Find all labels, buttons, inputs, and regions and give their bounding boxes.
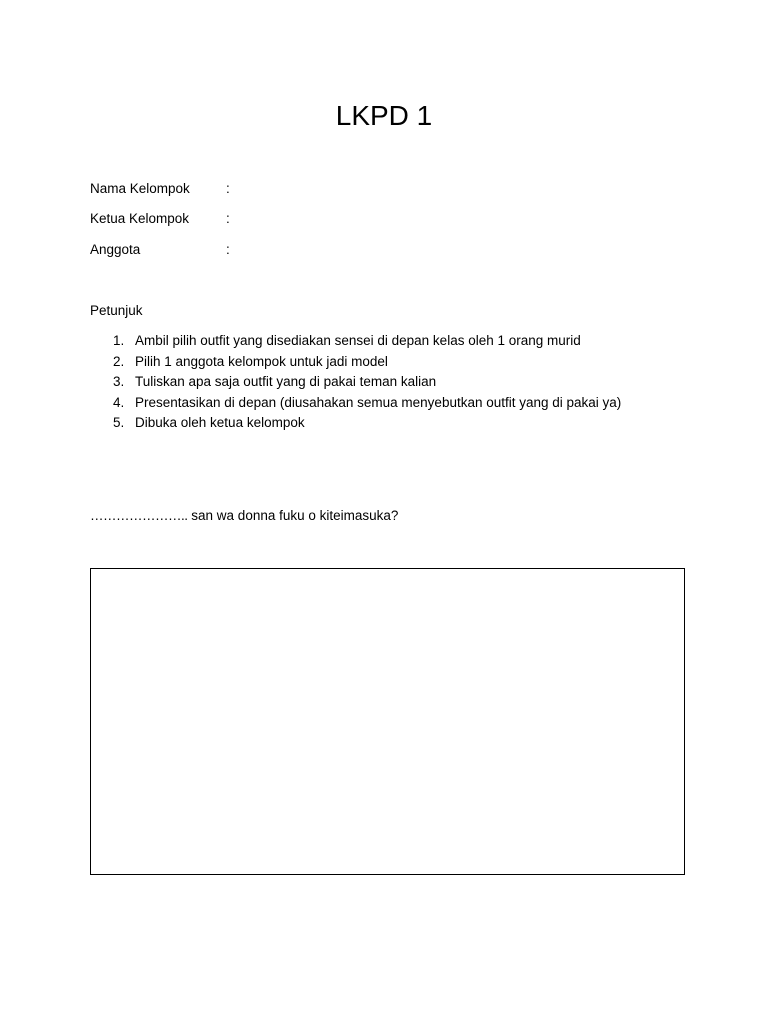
list-item bbox=[90, 414, 730, 435]
list-item-number: 4. bbox=[113, 394, 125, 410]
list-item bbox=[90, 373, 730, 394]
list-item-number: 3. bbox=[113, 374, 125, 389]
field-anggota bbox=[90, 241, 390, 259]
instructions-list bbox=[90, 332, 730, 435]
field-ketua-kelompok bbox=[90, 210, 390, 228]
instructions-heading: Petunjuk bbox=[90, 303, 143, 318]
page-title: LKPD 1 bbox=[335, 100, 433, 131]
list-item-text: Ambil pilih outfit yang disediakan sensei di depan kelas oleh 1 orang murid bbox=[135, 333, 581, 348]
list-item bbox=[90, 332, 730, 353]
list-item-number: 1. bbox=[113, 333, 125, 348]
list-item-text: Pilih 1 anggota kelompok untuk jadi model bbox=[135, 353, 388, 369]
list-item-text: Tuliskan apa saja outfit yang di pakai teman kalian bbox=[135, 374, 437, 389]
field-separator: : bbox=[226, 211, 230, 226]
answer-box bbox=[90, 568, 685, 875]
field-label: Nama Kelompok bbox=[90, 181, 190, 196]
question-line bbox=[90, 507, 398, 525]
field-label: Ketua Kelompok bbox=[90, 211, 190, 226]
field-separator: : bbox=[226, 181, 230, 196]
list-item bbox=[90, 394, 730, 415]
field-label: Anggota bbox=[90, 242, 141, 257]
answer-blank: ………………….. bbox=[90, 508, 188, 523]
list-item bbox=[90, 353, 730, 374]
list-item-number: 2. bbox=[113, 353, 125, 369]
list-item-text: Presentasikan di depan (diusahakan semua menyebutkan outfit yang di pakai ya) bbox=[135, 394, 622, 410]
list-item-number: 5. bbox=[113, 415, 125, 430]
field-separator: : bbox=[226, 242, 230, 257]
question-text: san wa donna fuku o kiteimasuka? bbox=[191, 508, 399, 523]
field-nama-kelompok bbox=[90, 180, 390, 198]
list-item-text: Dibuka oleh ketua kelompok bbox=[135, 415, 305, 430]
